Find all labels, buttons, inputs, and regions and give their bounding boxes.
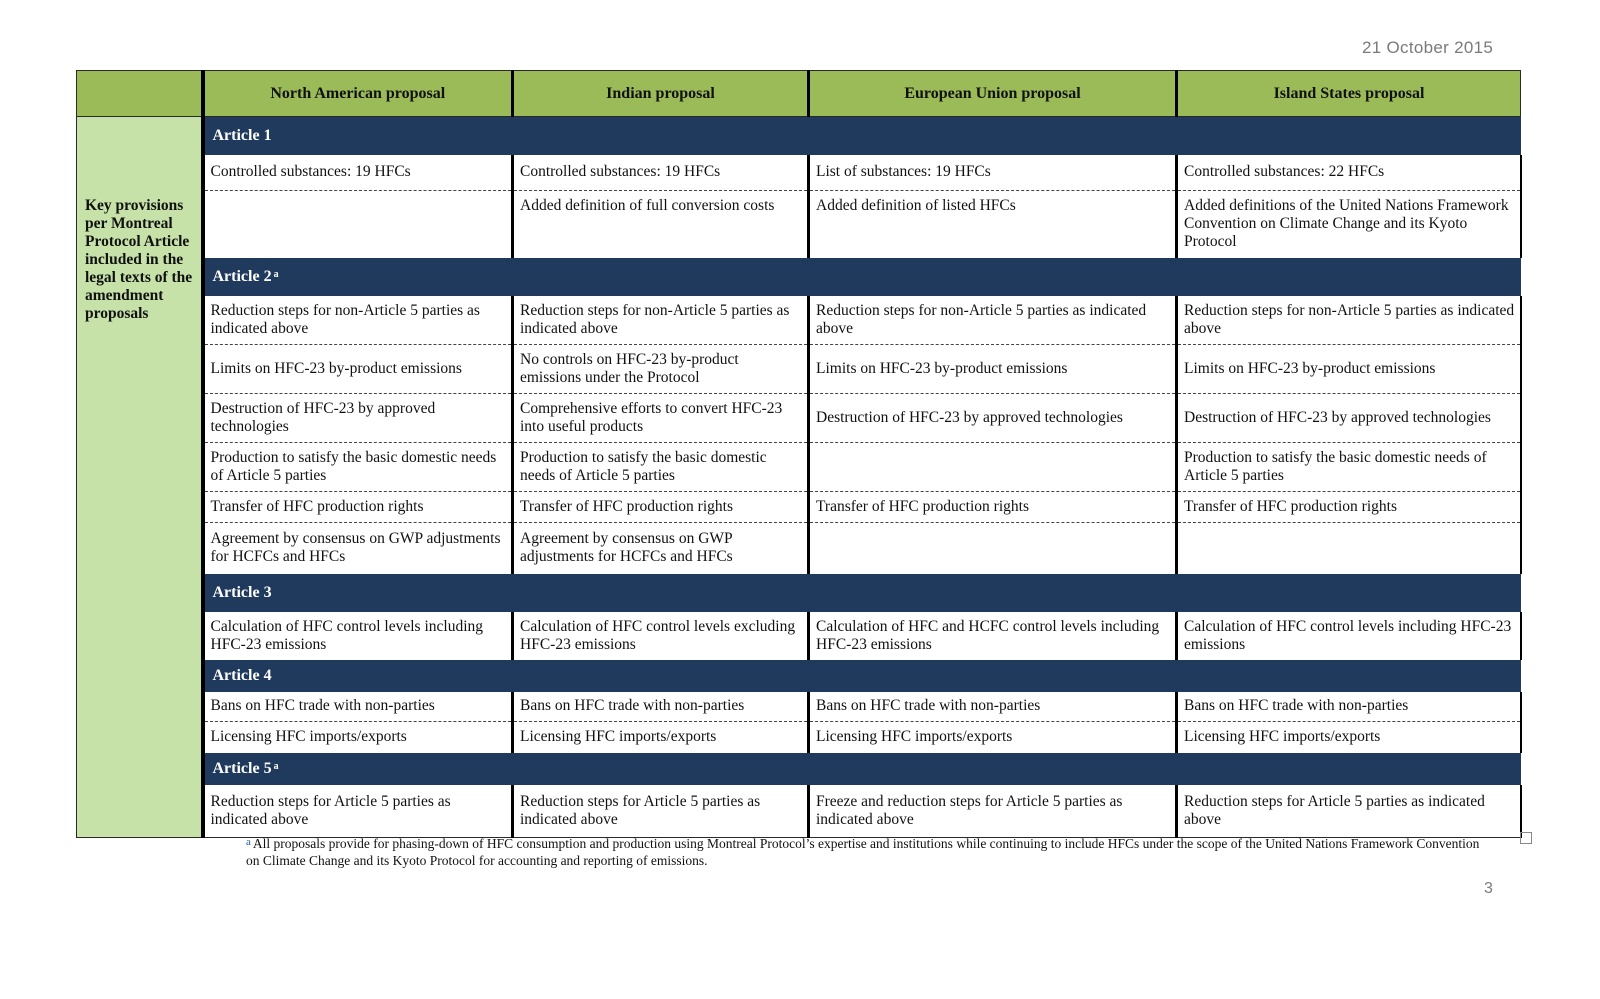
table-cell: List of substances: 19 HFCs [809,155,1177,191]
table-cell: Added definition of full conversion costs [513,191,809,258]
document-date: 21 October 2015 [1362,38,1494,57]
article-2-band [77,258,1521,296]
table-cell: Licensing HFC imports/exports [809,722,1177,753]
table-cell: Added definition of listed HFCs [809,191,1177,258]
table-row [77,296,1521,345]
table-row [77,523,1521,574]
footnote-text: All proposals provide for phasing-down of HFC consumption and production using Montreal Protocol’s expertise and institutions while continuing to include HFCs under the scope of the United Nations Framework Convention on Climate Change and its Kyoto Protocol for accounting and reporting of emissions. [246,836,1480,868]
table-cell: Licensing HFC imports/exports [1177,722,1521,753]
table-cell: Bans on HFC trade with non-parties [513,692,809,722]
table-cell: Controlled substances: 19 HFCs [203,155,513,191]
table-cell: Production to satisfy the basic domestic needs of Article 5 parties [1177,443,1521,492]
article-4-heading: Article 4 [203,660,1521,692]
table-row [77,345,1521,394]
table-cell: Production to satisfy the basic domestic needs of Article 5 parties [203,443,513,492]
proposals-comparison-table [76,70,1522,838]
table-cell [1177,523,1521,574]
column-header-european-union: European Union proposal [809,71,1177,117]
table-cell: Destruction of HFC-23 by approved technologies [809,394,1177,443]
article-4-band [77,660,1521,692]
table-cell: Agreement by consensus on GWP adjustments for HCFCs and HFCs [513,523,809,574]
article-1-heading: Article 1 [203,117,1521,155]
table-cell: Transfer of HFC production rights [513,492,809,523]
table-row [77,155,1521,191]
table-cell: Limits on HFC-23 by-product emissions [203,345,513,394]
table-cell: Production to satisfy the basic domestic needs of Article 5 parties [513,443,809,492]
table-end-marker [1520,832,1532,844]
table-cell: Reduction steps for non-Article 5 parties as indicated above [1177,296,1521,345]
table-cell: Destruction of HFC-23 by approved technologies [1177,394,1521,443]
table-cell [809,443,1177,492]
table-row [77,722,1521,753]
table-cell: Transfer of HFC production rights [809,492,1177,523]
table-cell: Bans on HFC trade with non-parties [203,692,513,722]
table-row [77,443,1521,492]
column-header-north-american: North American proposal [203,71,513,117]
footnote-mark: a [246,836,251,848]
column-header-indian: Indian proposal [513,71,809,117]
table-cell: Reduction steps for Article 5 parties as indicated above [513,785,809,838]
page-number: 3 [1484,880,1493,897]
footnote [246,834,1496,869]
table-cell: Calculation of HFC and HCFC control levels including HFC-23 emissions [809,612,1177,660]
table-cell: Bans on HFC trade with non-parties [1177,692,1521,722]
table-cell: Controlled substances: 22 HFCs [1177,155,1521,191]
table-cell: Limits on HFC-23 by-product emissions [809,345,1177,394]
table-cell: Reduction steps for non-Article 5 parties as indicated above [809,296,1177,345]
article-3-heading: Article 3 [203,574,1521,612]
table-cell: Comprehensive efforts to convert HFC-23 into useful products [513,394,809,443]
table-cell: Agreement by consensus on GWP adjustments for HCFCs and HFCs [203,523,513,574]
footnote-reference: a [273,268,279,280]
table-cell: Reduction steps for non-Article 5 parties as indicated above [203,296,513,345]
table-cell [809,523,1177,574]
article-1-band [77,117,1521,155]
table-cell: Reduction steps for Article 5 parties as indicated above [203,785,513,838]
table-cell: Destruction of HFC-23 by approved technologies [203,394,513,443]
table-cell: Transfer of HFC production rights [1177,492,1521,523]
table-cell: Calculation of HFC control levels including HFC-23 emissions [1177,612,1521,660]
table-cell: Licensing HFC imports/exports [513,722,809,753]
table-row [77,612,1521,660]
table-cell: Reduction steps for non-Article 5 parties as indicated above [513,296,809,345]
table-row [77,692,1521,722]
table-cell [203,191,513,258]
article-5-heading: Article 5 $^a$ [203,753,1521,785]
table-cell: Transfer of HFC production rights [203,492,513,523]
table-cell: Freeze and reduction steps for Article 5 parties as indicated above [809,785,1177,838]
column-header-island-states: Island States proposal [1177,71,1521,117]
article-3-band [77,574,1521,612]
table-cell: Licensing HFC imports/exports [203,722,513,753]
article-5-band [77,753,1521,785]
table-cell: Calculation of HFC control levels including HFC-23 emissions [203,612,513,660]
table-cell: Added definitions of the United Nations Framework Convention on Climate Change and its Kyoto Protocol [1177,191,1521,258]
table-cell: Bans on HFC trade with non-parties [809,692,1177,722]
table-cell: Limits on HFC-23 by-product emissions [1177,345,1521,394]
table-row [77,785,1521,838]
article-2-heading: Article 2 $^a$ [203,258,1521,296]
header-corner [77,71,203,117]
sidebar-key-provisions [77,117,203,838]
table-cell: No controls on HFC-23 by-product emissions under the Protocol [513,345,809,394]
table-cell: Calculation of HFC control levels excluding HFC-23 emissions [513,612,809,660]
table-row [77,492,1521,523]
table-row [77,394,1521,443]
header-row [77,71,1521,117]
table-row [77,191,1521,258]
sidebar-label: Key provisions per Montreal Protocol Article included in the legal texts of the amendment proposals [85,197,193,322]
table-cell: Reduction steps for Article 5 parties as indicated above [1177,785,1521,838]
footnote-reference: a [273,760,279,772]
table-cell: Controlled substances: 19 HFCs [513,155,809,191]
